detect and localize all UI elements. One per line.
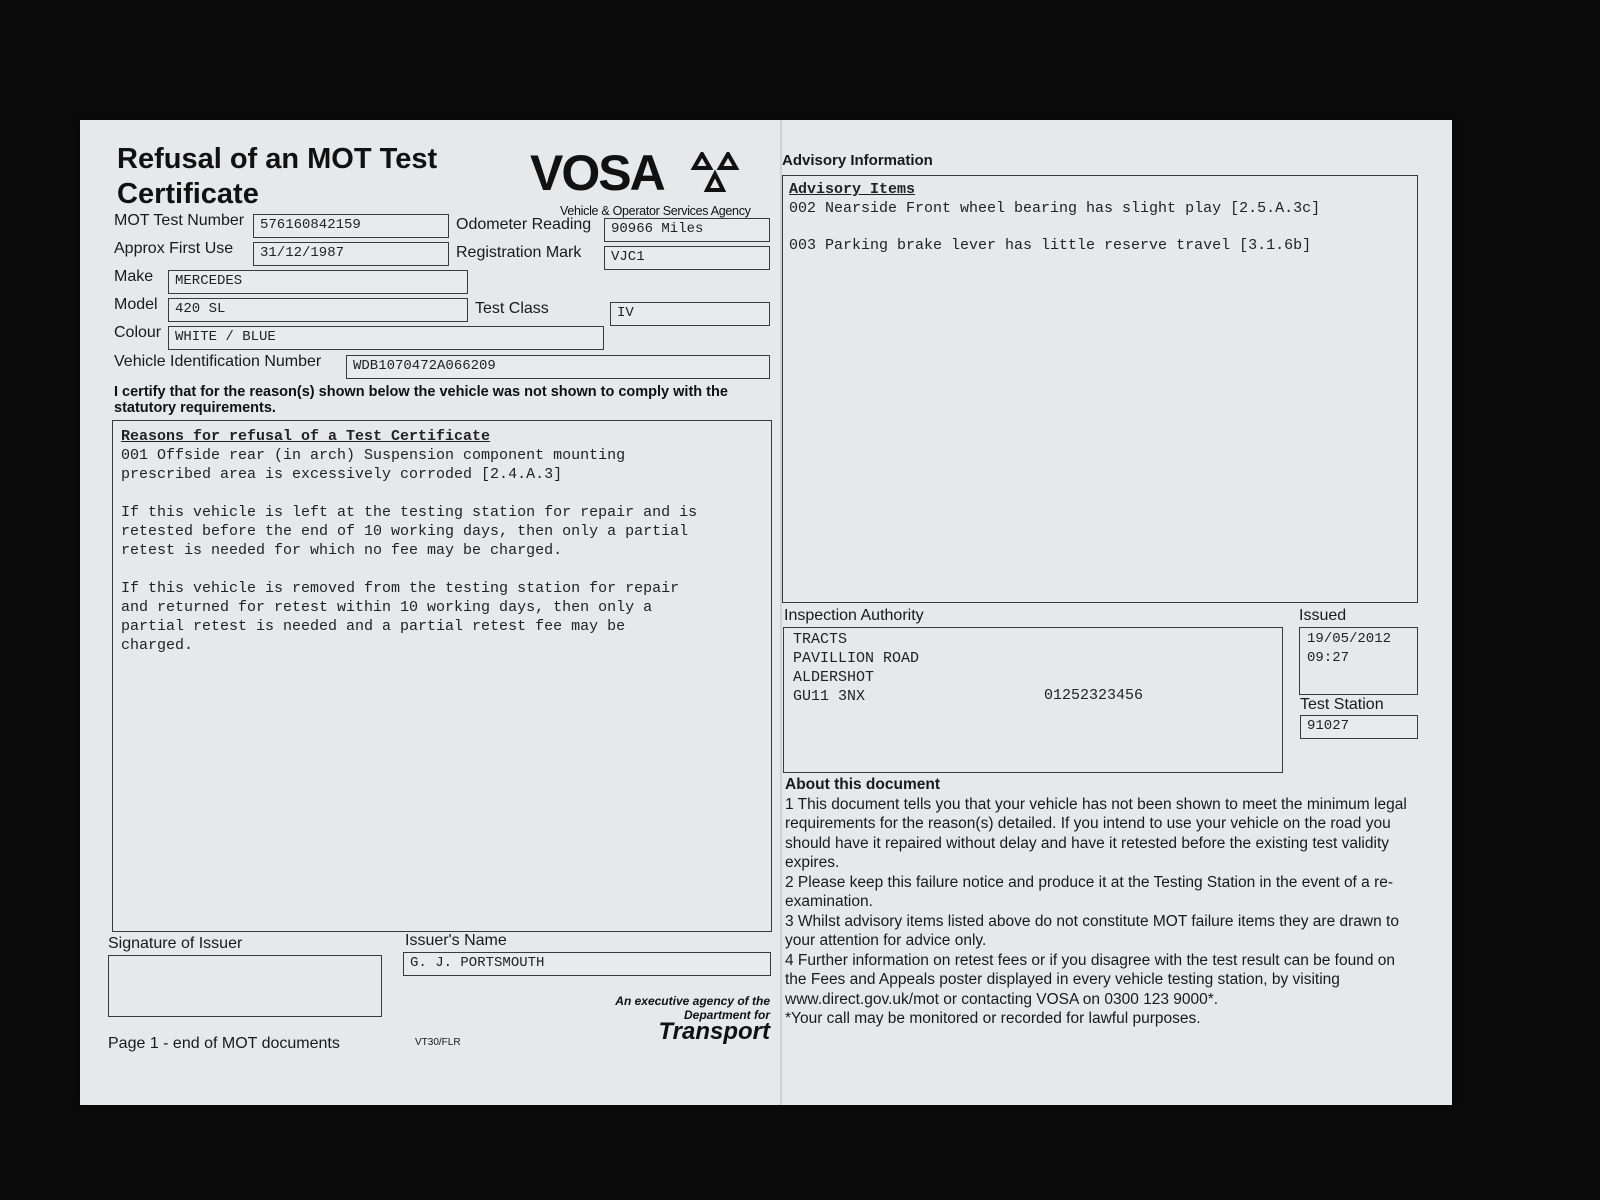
issued-time: 09:27: [1307, 650, 1350, 666]
reasons-box: [112, 420, 772, 932]
inspection-line: TRACTS: [793, 631, 848, 648]
reasons-blank-line: [121, 484, 763, 503]
reasons-line: If this vehicle is left at the testing station for repair and is: [121, 504, 698, 521]
dft-agency-mark: [570, 994, 770, 1044]
inspection-phone: 01252323456: [1044, 687, 1144, 704]
reasons-line: 001 Offside rear (in arch) Suspension component mounting: [121, 447, 626, 464]
mot-test-number-value: 576160842159: [253, 214, 449, 238]
reasons-line: retested before the end of 10 working days, then only a partial: [121, 523, 689, 540]
reasons-line: charged.: [121, 637, 194, 654]
advisory-items-heading: Advisory Items: [789, 181, 916, 198]
reasons-line: If this vehicle is removed from the testing station for repair: [121, 580, 680, 597]
signature-box: [108, 955, 382, 1017]
inspection-line: ALDERSHOT: [793, 669, 875, 686]
inspection-line: GU11 3NX: [793, 688, 866, 705]
model-value: 420 SL: [168, 298, 468, 322]
colour-label: Colour: [114, 324, 162, 341]
reasons-blank-line: [121, 560, 763, 579]
registration-label: Registration Mark: [456, 244, 582, 261]
test-class-label: Test Class: [475, 300, 549, 317]
about-paragraph: 4 Further information on retest fees or if you disagree with the test result can be found on the Fees and Appeals poster displayed in every vehicle testing station, by visiting www.direct.gov.uk/mot or contacting VOSA on 0300 123 9000*.: [785, 951, 1396, 1008]
first-use-label: Approx First Use: [114, 240, 234, 257]
inspection-authority-box: [783, 627, 1283, 773]
first-use-value: 31/12/1987: [253, 242, 449, 266]
form-code: VT30/FLR: [415, 1037, 461, 1048]
about-paragraph: 1 This document tells you that your vehicle has not been shown to meet the minimum legal requirements for the reason(s) detailed. If you intend to use your vehicle on the road you should have it repaired without delay and have it retested before the existing test validity expires.: [785, 795, 1407, 871]
make-value: MERCEDES: [168, 270, 468, 294]
inspection-authority-label: Inspection Authority: [784, 607, 924, 624]
test-station-label: Test Station: [1300, 696, 1384, 713]
advisory-item: 003 Parking brake lever has little reserve travel [3.1.6b]: [789, 237, 1312, 254]
about-heading: About this document: [785, 776, 940, 793]
test-station-value: 91027: [1300, 715, 1418, 739]
advisory-heading: Advisory Information: [782, 152, 933, 169]
mot-test-number-label: MOT Test Number: [114, 212, 245, 229]
mot-triangles-icon: [690, 152, 740, 196]
reasons-heading: Reasons for refusal of a Test Certificate: [121, 428, 491, 445]
model-label: Model: [114, 296, 158, 313]
about-paragraph: *Your call may be monitored or recorded for lawful purposes.: [785, 1010, 1201, 1027]
reasons-line: retest is needed for which no fee may be charged.: [121, 542, 563, 559]
make-label: Make: [114, 268, 154, 285]
test-class-value: IV: [610, 302, 770, 326]
issued-box: [1299, 627, 1418, 695]
odometer-label: Odometer Reading: [456, 216, 592, 233]
about-paragraph: 3 Whilst advisory items listed above do not constitute MOT failure items they are drawn to your attention for advice only.: [785, 912, 1399, 949]
reasons-line: prescribed area is excessively corroded [2.4.A.3]: [121, 466, 563, 483]
vosa-wordmark: VOSA: [530, 145, 664, 201]
page-footer: Page 1 - end of MOT documents: [108, 1035, 340, 1052]
advisory-box: [782, 175, 1418, 603]
vin-label: Vehicle Identification Number: [114, 353, 322, 370]
about-section: [785, 775, 1415, 1029]
reasons-line: partial retest is needed and a partial retest fee may be: [121, 618, 626, 635]
certify-statement: I certify that for the reason(s) shown below the vehicle was not shown to comply with the statutory requirements.: [114, 384, 728, 416]
colour-value: WHITE / BLUE: [168, 326, 604, 350]
agency-line-1: An executive agency of the: [615, 994, 770, 1008]
vosa-subtitle: Vehicle & Operator Services Agency: [560, 204, 751, 218]
mot-refusal-document: [80, 120, 1452, 1105]
signature-label: Signature of Issuer: [108, 935, 243, 952]
registration-value: VJC1: [604, 246, 770, 270]
inspection-line: PAVILLION ROAD: [793, 650, 920, 667]
advisory-item: 002 Nearside Front wheel bearing has slight play [2.5.A.3c]: [789, 200, 1321, 217]
vin-value: WDB1070472A066209: [346, 355, 770, 379]
reasons-line: and returned for retest within 10 working days, then only a: [121, 599, 653, 616]
agency-line-3: Transport: [658, 1018, 770, 1045]
issued-label: Issued: [1299, 607, 1347, 624]
vosa-logo: [530, 145, 765, 218]
about-paragraph: 2 Please keep this failure notice and produce it at the Testing Station in the event of a re-examination.: [785, 873, 1394, 910]
document-title: Refusal of an MOT Test Certificate: [117, 143, 438, 210]
issuer-name-value: G. J. PORTSMOUTH: [403, 952, 771, 976]
agency-line-2: Department for: [683, 1008, 770, 1022]
issuer-name-label: Issuer's Name: [405, 932, 507, 949]
odometer-value: 90966 Miles: [604, 218, 770, 242]
reasons-text: [121, 446, 763, 655]
issued-date: 19/05/2012: [1307, 631, 1392, 647]
